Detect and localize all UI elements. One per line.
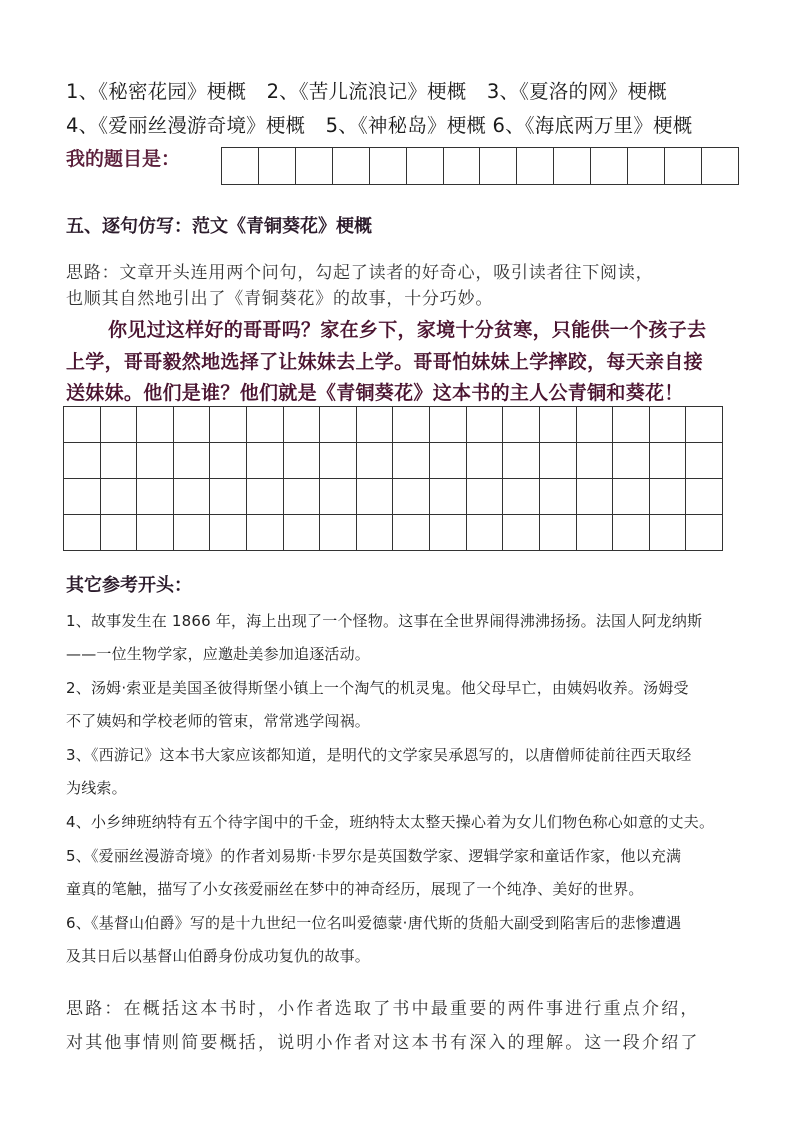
title-grid-cell[interactable] xyxy=(259,148,296,184)
writing-grid-cell[interactable] xyxy=(430,443,467,479)
title-grid-cell[interactable] xyxy=(370,148,407,184)
sample-paragraph-line: 你见过这样好的哥哥吗？家在乡下，家境十分贫寒，只能供一个孩子去 xyxy=(108,319,707,341)
title-grid-cell[interactable] xyxy=(591,148,628,184)
writing-grid-cell[interactable] xyxy=(467,515,504,551)
writing-grid-cell[interactable] xyxy=(247,443,284,479)
writing-grid-cell[interactable] xyxy=(174,443,211,479)
writing-grid-cell[interactable] xyxy=(174,407,211,443)
writing-grid-cell[interactable] xyxy=(137,515,174,551)
writing-grid-cell[interactable] xyxy=(393,479,430,515)
writing-grid-cell[interactable] xyxy=(210,443,247,479)
writing-grid-cell[interactable] xyxy=(210,407,247,443)
writing-grid-cell[interactable] xyxy=(174,515,211,551)
idea-text: 思路：文章开头连用两个问句，勾起了读者的好奇心，吸引读者往下阅读， xyxy=(66,263,654,283)
writing-grid-cell[interactable] xyxy=(430,515,467,551)
writing-grid-cell[interactable] xyxy=(430,407,467,443)
writing-grid-cell[interactable] xyxy=(247,407,284,443)
writing-grid-cell[interactable] xyxy=(430,479,467,515)
title-grid-cell[interactable] xyxy=(444,148,481,184)
writing-grid-cell[interactable] xyxy=(613,407,650,443)
sample-paragraph-line: 上学，哥哥毅然地选择了让妹妹去上学。哥哥怕妹妹上学摔跤，每天亲自接 xyxy=(66,351,703,373)
topic-list-line-1 xyxy=(66,76,667,104)
reference-opening-line: 童真的笔触，描写了小女孩爱丽丝在梦中的神奇经历，展现了一个纯净、美好的世界。 xyxy=(66,880,644,898)
title-grid-cell[interactable] xyxy=(296,148,333,184)
title-grid-cell[interactable] xyxy=(628,148,665,184)
writing-grid-cell[interactable] xyxy=(64,443,101,479)
writing-grid-cell[interactable] xyxy=(686,479,723,515)
writing-grid-cell[interactable] xyxy=(577,443,614,479)
topic-item: 4、《爱丽丝漫游奇境》梗概 xyxy=(66,114,306,137)
writing-grid-cell[interactable] xyxy=(503,515,540,551)
writing-grid-cell[interactable] xyxy=(613,479,650,515)
reference-opening-line: 3、《西游记》这本书大家应该都知道，是明代的文学家吴承恩写的，以唐僧师徒前往西天取经 xyxy=(66,746,692,764)
imitation-writing-grid[interactable] xyxy=(63,406,723,551)
title-grid-cell[interactable] xyxy=(517,148,554,184)
title-grid-cell[interactable] xyxy=(702,148,738,184)
sample-paragraph-line: 送妹妹。他们是谁？他们就是《青铜葵花》这本书的主人公青铜和葵花！ xyxy=(66,382,684,404)
writing-grid-cell[interactable] xyxy=(540,443,577,479)
topic-item: 3、《夏洛的网》梗概 xyxy=(486,80,668,103)
writing-grid-cell[interactable] xyxy=(284,407,321,443)
writing-grid-cell[interactable] xyxy=(540,515,577,551)
reference-opening-line: 6、《基督山伯爵》写的是十九世纪一位名叫爱德蒙·唐代斯的货船大副受到陷害后的悲惨遭遇 xyxy=(66,914,682,932)
writing-grid-cell[interactable] xyxy=(686,443,723,479)
writing-grid-cell[interactable] xyxy=(284,515,321,551)
writing-grid-cell[interactable] xyxy=(357,515,394,551)
reference-opening-line: 1、故事发生在 1866 年，海上出现了一个怪物。这事在全世界闹得沸沸扬扬。法国人阿龙纳斯 xyxy=(66,612,703,630)
writing-grid-cell[interactable] xyxy=(650,479,687,515)
writing-grid-cell[interactable] xyxy=(210,515,247,551)
idea-text: 思路：在概括这本书时，小作者选取了书中最重要的两件事进行重点介绍， xyxy=(66,999,700,1019)
title-grid-cell[interactable] xyxy=(407,148,444,184)
writing-grid-cell[interactable] xyxy=(174,479,211,515)
writing-grid-cell[interactable] xyxy=(467,479,504,515)
writing-grid-cell[interactable] xyxy=(101,443,138,479)
topic-item: 1、《秘密花园》梗概 xyxy=(66,80,247,103)
writing-grid-cell[interactable] xyxy=(613,443,650,479)
reference-opening-line: ——一位生物学家，应邀赴美参加追逐活动。 xyxy=(66,645,371,663)
title-grid-cell[interactable] xyxy=(333,148,370,184)
topic-item: 2、《苦儿流浪记》梗概 xyxy=(266,80,467,103)
reference-opening-line: 2、汤姆·索亚是美国圣彼得斯堡小镇上一个淘气的机灵鬼。他父母早亡，由姨妈收养。汤姆受 xyxy=(66,679,689,697)
writing-grid-cell[interactable] xyxy=(357,443,394,479)
writing-grid-cell[interactable] xyxy=(137,407,174,443)
topic-item: 5、《神秘岛》梗概 xyxy=(325,114,487,137)
writing-grid-cell[interactable] xyxy=(393,443,430,479)
writing-grid-cell[interactable] xyxy=(467,407,504,443)
reference-opening-line: 为线索。 xyxy=(66,779,127,797)
writing-grid-cell[interactable] xyxy=(650,443,687,479)
writing-grid-cell[interactable] xyxy=(357,407,394,443)
idea-text: 也顺其自然地引出了《青铜葵花》的故事，十分巧妙。 xyxy=(66,289,494,309)
reference-opening-line: 及其日后以基督山伯爵身份成功复仇的故事。 xyxy=(66,947,371,965)
writing-grid-cell[interactable] xyxy=(284,479,321,515)
writing-grid-cell[interactable] xyxy=(503,479,540,515)
writing-grid-cell[interactable] xyxy=(101,515,138,551)
writing-grid-cell[interactable] xyxy=(320,443,357,479)
writing-grid-cell[interactable] xyxy=(503,443,540,479)
writing-grid-cell[interactable] xyxy=(357,479,394,515)
writing-grid-cell[interactable] xyxy=(247,479,284,515)
writing-grid-cell[interactable] xyxy=(101,479,138,515)
writing-grid-cell[interactable] xyxy=(577,515,614,551)
writing-grid-cell[interactable] xyxy=(320,479,357,515)
section-heading: 五、逐句仿写：范文《青铜葵花》梗概 xyxy=(66,216,372,237)
writing-grid-cell[interactable] xyxy=(650,407,687,443)
writing-grid-cell[interactable] xyxy=(137,479,174,515)
reference-opening-line: 4、小乡绅班纳特有五个待字闺中的千金，班纳特太太整天操心着为女儿们物色称心如意的丈夫。 xyxy=(66,813,715,831)
writing-grid-cell[interactable] xyxy=(101,407,138,443)
writing-grid-cell[interactable] xyxy=(64,515,101,551)
writing-grid-cell[interactable] xyxy=(577,407,614,443)
writing-grid-cell[interactable] xyxy=(503,407,540,443)
title-grid-cell[interactable] xyxy=(222,148,259,184)
writing-grid-cell[interactable] xyxy=(137,443,174,479)
writing-grid-cell[interactable] xyxy=(210,479,247,515)
writing-grid-cell[interactable] xyxy=(320,515,357,551)
writing-grid-cell[interactable] xyxy=(540,479,577,515)
reference-opening-line: 5、《爱丽丝漫游奇境》的作者刘易斯·卡罗尔是英国数学家、逻辑学家和童话作家，他以充满 xyxy=(66,847,682,865)
writing-grid-cell[interactable] xyxy=(686,407,723,443)
writing-grid-cell[interactable] xyxy=(320,407,357,443)
writing-grid-cell[interactable] xyxy=(686,515,723,551)
writing-grid-cell[interactable] xyxy=(64,407,101,443)
writing-grid-cell[interactable] xyxy=(284,443,321,479)
title-grid-cell[interactable] xyxy=(554,148,591,184)
writing-grid-cell[interactable] xyxy=(650,515,687,551)
my-title-label: 我的题目是： xyxy=(66,148,181,170)
title-writing-grid[interactable] xyxy=(221,147,739,185)
writing-grid-cell[interactable] xyxy=(577,479,614,515)
other-openings-heading: 其它参考开头： xyxy=(66,575,192,596)
topic-list-line-2 xyxy=(66,110,692,138)
writing-grid-cell[interactable] xyxy=(467,443,504,479)
topic-item: 6、《海底两万里》梗概 xyxy=(492,114,693,137)
title-grid-cell[interactable] xyxy=(480,148,517,184)
writing-grid-cell[interactable] xyxy=(393,407,430,443)
writing-grid-cell[interactable] xyxy=(540,407,577,443)
writing-grid-cell[interactable] xyxy=(247,515,284,551)
idea-text: 对其他事情则简要概括，说明小作者对这本书有深入的理解。这一段介绍了 xyxy=(66,1033,700,1053)
writing-grid-cell[interactable] xyxy=(613,515,650,551)
reference-opening-line: 不了姨妈和学校老师的管束，常常逃学闯祸。 xyxy=(66,712,371,730)
writing-grid-cell[interactable] xyxy=(393,515,430,551)
title-grid-cell[interactable] xyxy=(665,148,702,184)
writing-grid-cell[interactable] xyxy=(64,479,101,515)
